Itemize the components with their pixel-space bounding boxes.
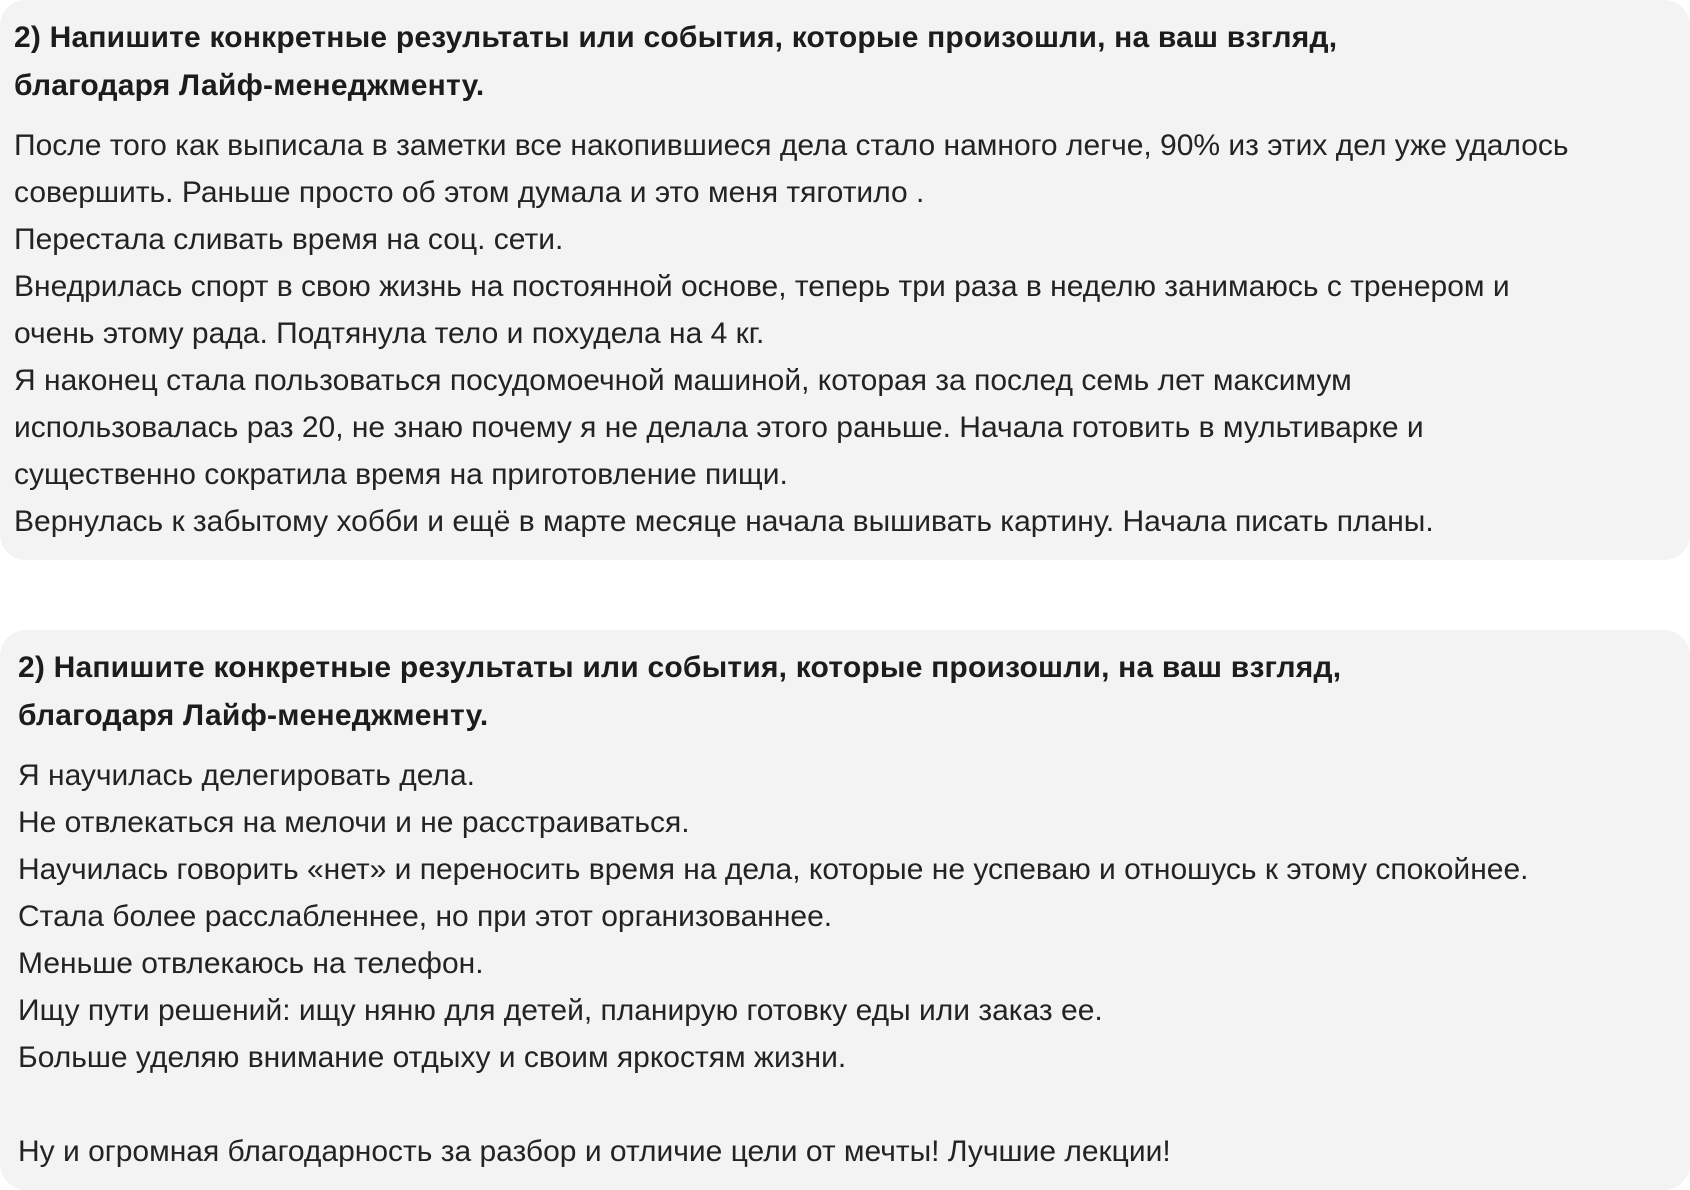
answer-line: Я научилась делегировать дела. (18, 759, 475, 792)
review-card-2 (0, 630, 1690, 1190)
answer-line: Ищу пути решений: ищу няню для детей, планирую готовку еды или заказ ее. (18, 994, 1103, 1027)
answer-line: очень этому рада. Подтянула тело и похудела на 4 кг. (14, 317, 765, 350)
answer-line: Перестала сливать время на соц. сети. (14, 223, 564, 256)
question-line: 2) Напишите конкретные результаты или события, которые произошли, на ваш взгляд, (18, 651, 1342, 684)
answer-line: совершить. Раньше просто об этом думала и это меня тяготило . (14, 176, 925, 209)
answer-line: Меньше отвлекаюсь на телефон. (18, 947, 484, 980)
paragraph-spacer (18, 1081, 1672, 1128)
question-heading (18, 644, 1672, 740)
answer-text (14, 122, 1676, 545)
question-heading (14, 14, 1676, 110)
answer-line: использовалась раз 20, не знаю почему я не делала этого раньше. Начала готовить в мультиварке и (14, 411, 1424, 444)
answer-line: Не отвлекаться на мелочи и не расстраиваться. (18, 806, 690, 839)
answer-line: Научилась говорить «нет» и переносить время на дела, которые не успеваю и отношусь к этому спокойнее. (18, 853, 1529, 886)
question-line: благодаря Лайф-менеджменту. (18, 699, 489, 732)
answer-line: Больше уделяю внимание отдыху и своим яркостям жизни. (18, 1041, 847, 1074)
answer-line: Я наконец стала пользоваться посудомоечной машиной, которая за послед семь лет максимум (14, 364, 1352, 397)
review-card-1 (0, 0, 1690, 560)
answer-line: Внедрилась спорт в свою жизнь на постоянной основе, теперь три раза в неделю занимаюсь с тренером и (14, 270, 1510, 303)
answer-line: Ну и огромная благодарность за разбор и отличие цели от мечты! Лучшие лекции! (18, 1135, 1171, 1168)
answer-text (18, 752, 1672, 1175)
answer-line: существенно сократила время на приготовление пищи. (14, 458, 788, 491)
answer-line: Стала более расслабленнее, но при этот организованнее. (18, 900, 833, 933)
question-line: благодаря Лайф-менеджменту. (14, 69, 485, 102)
question-line: 2) Напишите конкретные результаты или события, которые произошли, на ваш взгляд, (14, 21, 1338, 54)
answer-line: После того как выписала в заметки все накопившиеся дела стало намного легче, 90% из этих дел уже удалось (14, 129, 1569, 162)
answer-line: Вернулась к забытому хобби и ещё в марте месяце начала вышивать картину. Начала писать планы. (14, 505, 1434, 538)
